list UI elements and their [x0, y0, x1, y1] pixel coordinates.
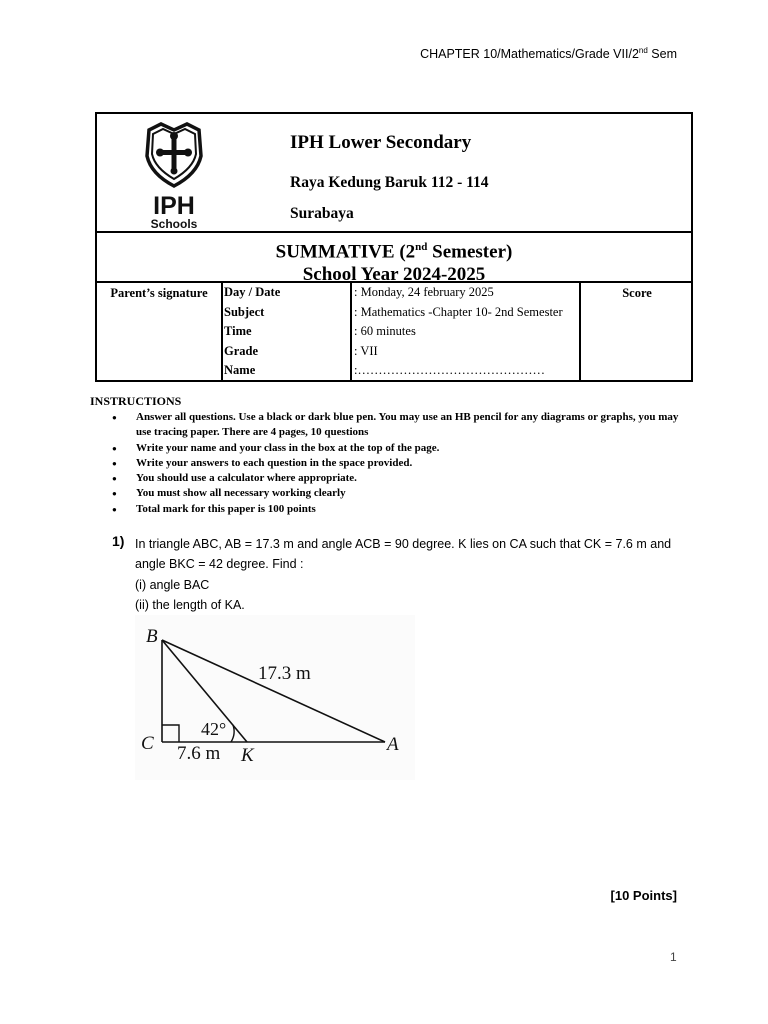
instruction-item: ● Answer all questions. Use a black or dark blue pen. You may use an HB pencil for any diagrams or graphs, you may use tracing paper. There are 4 pages, 10 questions — [112, 410, 682, 441]
parent-signature-label: Parent’s signature — [110, 286, 208, 300]
school-address: Raya Kedung Baruk 112 - 114 — [290, 174, 489, 191]
parent-signature-cell — [97, 283, 223, 380]
running-header-sup: nd — [638, 46, 648, 55]
info-label-subject: Subject — [224, 304, 265, 319]
vertex-label-a: A — [387, 734, 399, 755]
instruction-item: ● You must show all necessary working clearly — [112, 486, 682, 501]
instructions-title: INSTRUCTIONS — [90, 394, 182, 408]
instruction-item: ● Write your name and your class in the box at the top of the page. — [112, 441, 682, 456]
instruction-item: ● Write your answers to each question in the space provided. — [112, 456, 682, 471]
question-line: In triangle ABC, AB = 17.3 m and angle ACB = 90 degree. K lies on CA such that CK = 7.6 m and — [135, 537, 672, 551]
exam-title-sup: nd — [415, 241, 428, 253]
info-label-day-date: Day / Date — [224, 285, 281, 299]
instructions-list — [112, 410, 682, 517]
question-points: [10 Points] — [610, 888, 677, 903]
logo-text: IPH — [153, 192, 195, 220]
school-year: School Year 2024-2025 — [302, 264, 486, 286]
running-header-text: CHAPTER 10/Mathematics/Grade VII/2 — [420, 47, 639, 62]
info-value-day-date: : Monday, 24 february 2025 — [354, 285, 494, 299]
exam-header-box — [95, 112, 693, 382]
logo-subtext: Schools — [150, 217, 198, 230]
triangle-diagram — [135, 615, 415, 780]
running-header-suffix: Sem — [647, 47, 677, 62]
info-value-subject: : Mathematics -Chapter 10- 2nd Semester — [354, 304, 563, 319]
instruction-item: ● You should use a calculator where appropriate. — [112, 471, 682, 486]
exam-title-block — [97, 233, 691, 286]
score-label: Score — [622, 286, 652, 300]
exam-title-text: SUMMATIVE (2 — [275, 241, 416, 263]
page-number: 1 — [670, 950, 677, 964]
school-name: IPH Lower Secondary — [290, 132, 472, 153]
question-line: (ii) the length of KA. — [135, 597, 245, 612]
info-values-cell — [352, 283, 581, 380]
exam-info-row — [97, 283, 691, 382]
instruction-item: ● Total mark for this paper is 100 points — [112, 502, 682, 517]
length-label-ab: 17.3 m — [258, 663, 311, 684]
angle-label: 42° — [201, 719, 227, 739]
vertex-label-b: B — [146, 626, 158, 647]
info-value-time: : 60 minutes — [354, 324, 416, 338]
exam-title — [97, 235, 691, 264]
question-text — [135, 534, 680, 615]
vertex-label-c: C — [141, 733, 154, 754]
school-city: Surabaya — [290, 205, 354, 222]
info-label-name: Name — [224, 363, 256, 377]
running-header — [420, 46, 677, 61]
question-number: 1) — [112, 533, 125, 549]
school-block — [97, 114, 691, 233]
info-labels-cell — [223, 283, 352, 380]
vertex-label-k: K — [241, 745, 254, 766]
iph-schools-logo — [139, 122, 209, 230]
exam-title-suffix: Semester) — [427, 241, 513, 263]
length-label-ck: 7.6 m — [177, 743, 221, 764]
info-label-time: Time — [224, 324, 252, 338]
score-cell — [581, 283, 693, 380]
question-line: angle BKC = 42 degree. Find : — [135, 557, 304, 572]
info-label-grade: Grade — [224, 343, 259, 358]
info-value-name: :……………………………………… — [354, 363, 545, 377]
question-line: (i) angle BAC — [135, 577, 210, 592]
info-value-grade: : VII — [354, 343, 378, 358]
